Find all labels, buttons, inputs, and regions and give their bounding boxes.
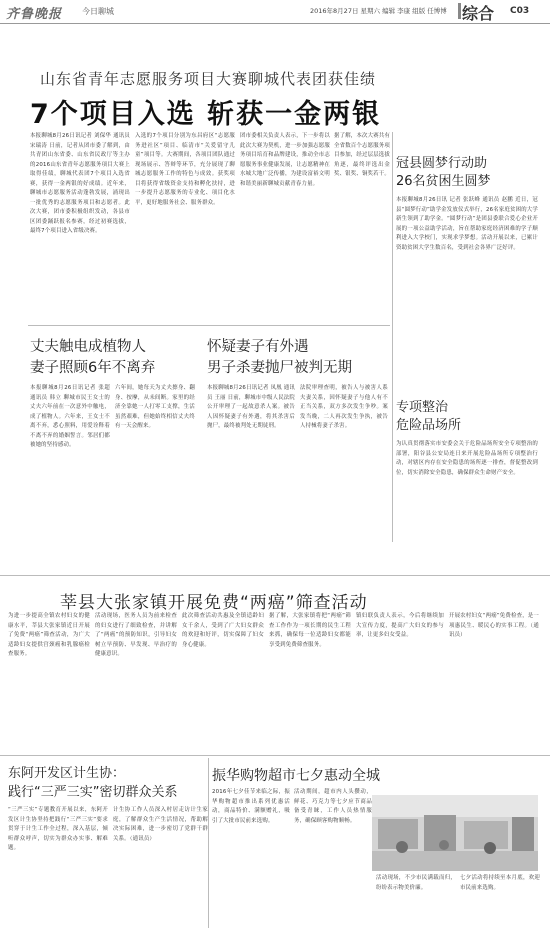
side-divider xyxy=(392,132,393,542)
story-mall-title: 振华购物超市七夕惠动全城 xyxy=(212,768,380,784)
section-bar xyxy=(458,3,461,19)
lead-column-1: 本报聊城8月26日讯记者 刘保华 通讯员 宋瑞涛 日前，记者从团市委了解到，由共青团山东省委、山东省民政厅等主办的2016山东省青年志愿服务项目大赛上取得佳绩，聊城代表团7个项目入选省赛，获得一金两银的好成绩。近年来，聊城市志愿服务活动蓬勃发展，涌现出一批优秀的志愿服务项目和志愿者。此次大赛，团市委积极组织发动，各县市区团委踊跃报名参赛，经过初赛选拔，最终7个项目进入省级决赛。 xyxy=(30,133,130,234)
masthead xyxy=(0,0,550,22)
story-dev-column-2: 计生协工作人员深入村居走访计生家庭，了解群众生产生活情况，帮助解决实际困难，进一步密切了党群干群关系。（通讯员） xyxy=(113,807,208,842)
lower-divider xyxy=(208,758,209,928)
lead-column-3: 团市委相关负责人表示，下一步将以此次大赛为契机，进一步加强志愿服务项目培育和品牌建设，推动全市志愿服务事业健康发展，让志愿精神在水城大地广泛传播，为建设富裕文明和谐美丽新聊城贡献青春力量。 xyxy=(240,133,330,187)
banner-headline: 莘县大张家镇开展免费“两癌”筛查活动 xyxy=(60,593,368,613)
banner-column-6: 开展农村妇女“两癌”免费检查，是一项惠民生、暖民心的实事工程。（通讯员） xyxy=(449,613,539,638)
story-plants-column-1: 本报聊城8月26日讯记者 张超 通讯员 韩立 聊城市民王女士的丈夫六年前在一次意外中触电，成了植物人。六年来，王女士不离不弃，悉心照料，用爱诠释着不离不弃的婚姻誓言。邻居们都被她的坚持感动。 xyxy=(30,385,110,448)
story-murder-title-2: 男子杀妻抛尸被判无期 xyxy=(207,360,352,376)
side-headline-2: 专项整治 xyxy=(396,400,449,415)
side-headline-1b: 26名贫困生圆梦 xyxy=(396,174,491,189)
banner-column-5: 镇妇联负责人表示，今后将继续加大宣传力度，提高广大妇女的参与率，让更多妇女受益。 xyxy=(356,613,444,638)
story-mall-column-3: 活动现场，不少市民满载而归，纷纷表示物美价廉。 xyxy=(376,875,456,891)
side-headline-2b: 危险品场所 xyxy=(396,418,462,433)
story-mall-column-2: 活动期间，超市内人头攒动，鲜花、巧克力等七夕应节商品备受青睐，工作人员热情服务，确保顾客购物顺畅。 xyxy=(294,789,372,824)
mall-photo-image xyxy=(372,795,538,871)
issue-date: 2016年8月27日 星期六 编辑 李康 组版 任博博 xyxy=(310,7,447,15)
banner-column-3: 此次筛查活动共惠及全镇适龄妇女千余人，受到了广大妇女群众的欢迎和好评，切实保障了妇女身心健康。 xyxy=(182,613,264,648)
mall-photo xyxy=(372,795,538,871)
lead-kicker: 山东省青年志愿服务项目大赛聊城代表团获佳绩 xyxy=(40,70,377,88)
edition-name: 今日聊城 xyxy=(82,7,114,16)
section-title: 综合 xyxy=(462,4,495,23)
side-article-2: 为认真贯彻落实市安委会关于危险品场所安全专项整治的部署，阳谷县公安局连日来开展危险品场所专项整治行动，对辖区内存在安全隐患的场所逐一排查，督促整改到位，切实消除安全隐患，确保群众生命财产安全。 xyxy=(396,441,538,476)
banner-column-1: 为进一步提高全镇农村妇女的健康水平，莘县大张家镇近日开展了免费“两癌”筛查活动，为广大适龄妇女提供宫颈癌和乳腺癌检查服务。 xyxy=(8,613,90,657)
story-murder-column-1: 本报聊城8月26日讯记者 凤凰 通讯员 王丽 日前，聊城市中级人民法院公开审理了一起故意杀人案。被告人因怀疑妻子有外遇，将其杀害后抛尸，最终被判处无期徒刑。 xyxy=(207,385,295,429)
page-number: C03 xyxy=(510,6,530,16)
side-article-1: 本报聊城8月26日讯 记者 张跃峰 通讯员 赵鹏 近日，冠县“圆梦行动”助学金发放仪式举行，26名家庭贫困的大学新生领到了助学金。“圆梦行动”是团县委联合爱心企业开展的一项公益助学活动，旨在帮助家庭经济困难的学子顺利进入大学校门，实现求学梦想。活动开展以来，已累计资助贫困大学生数百名，受到社会各界广泛好评。 xyxy=(396,197,538,251)
story-plants-title-1: 丈夫触电成植物人 xyxy=(30,339,146,355)
story-plants-title-2: 妻子照顾6年不离弃 xyxy=(30,360,156,376)
story-dev-title-2: 践行“三严三实”密切群众关系 xyxy=(8,785,178,800)
newspaper-logo: 齐鲁晚报 xyxy=(6,7,63,22)
side-headline-1: 冠县圆梦行动助 xyxy=(396,156,488,171)
lower-top-rule xyxy=(0,755,550,756)
banner-top-rule xyxy=(0,575,550,576)
lead-column-4: 据了解，本次大赛共有全省数百个志愿服务项目参加，经过层层选拔角逐，最终评选出金奖、银奖、铜奖若干。 xyxy=(334,133,390,177)
lead-bottom-rule xyxy=(28,325,390,326)
lead-headline: 7个项目入选 斩获一金两银 xyxy=(30,99,382,130)
story-dev-title-1: 东阿开发区计生协： xyxy=(8,766,126,781)
story-murder-title-1: 怀疑妻子有外遇 xyxy=(207,339,309,355)
story-mall-column-1: 2016年七夕佳节来临之际，振华购物超市推出系列优惠活动，商品特价、满额赠礼，吸引了大批市民前来选购。 xyxy=(212,789,290,824)
banner-column-2: 活动现场，医务人员为前来检查的妇女进行了细致检查，并讲解了“两癌”的预防知识，引导妇女树立早预防、早发现、早治疗的健康意识。 xyxy=(95,613,177,657)
story-plants-column-2: 六年间，她每天为丈夫擦身、翻身、按摩，从未间断。家里的经济全靠她一人打零工支撑，生活虽然艰难，但她始终相信丈夫终有一天会醒来。 xyxy=(115,385,195,429)
story-dev-column-1: “三严三实”专题教育开展以来，东阿开发区计生协坚持把践行“三严三实”要求贯穿于计生工作全过程，深入基层，倾听群众呼声，切实为群众办实事、解难题。 xyxy=(8,807,108,851)
lead-column-2: 入选的7个项目分别为东昌府区“志愿服务进社区”项目、临清市“关爱留守儿童”项目等。大赛期间，各项目团队通过现场展示、答辩等环节，充分展现了聊城志愿服务工作的特色与成效。获奖项目将获得省级资金支持和孵化扶持，进一步提升志愿服务的专业化、项目化水平，更好地服务社会、服务群众。 xyxy=(135,133,235,206)
masthead-rule xyxy=(0,23,550,24)
story-mall-column-4: 七夕活动将持续至本月底，欢迎市民前来选购。 xyxy=(460,875,540,891)
banner-column-4: 据了解，大张家镇将把“两癌”筛查工作作为一项长期的民生工程来抓，确保每一位适龄妇女都能享受到免费筛查服务。 xyxy=(269,613,351,648)
story-murder-column-2: 法院审理查明，被告人与被害人系夫妻关系，因怀疑妻子与他人有不正当关系，双方多次发生争吵。案发当晚，二人再次发生争执，被告人持械将妻子杀害。 xyxy=(300,385,388,429)
